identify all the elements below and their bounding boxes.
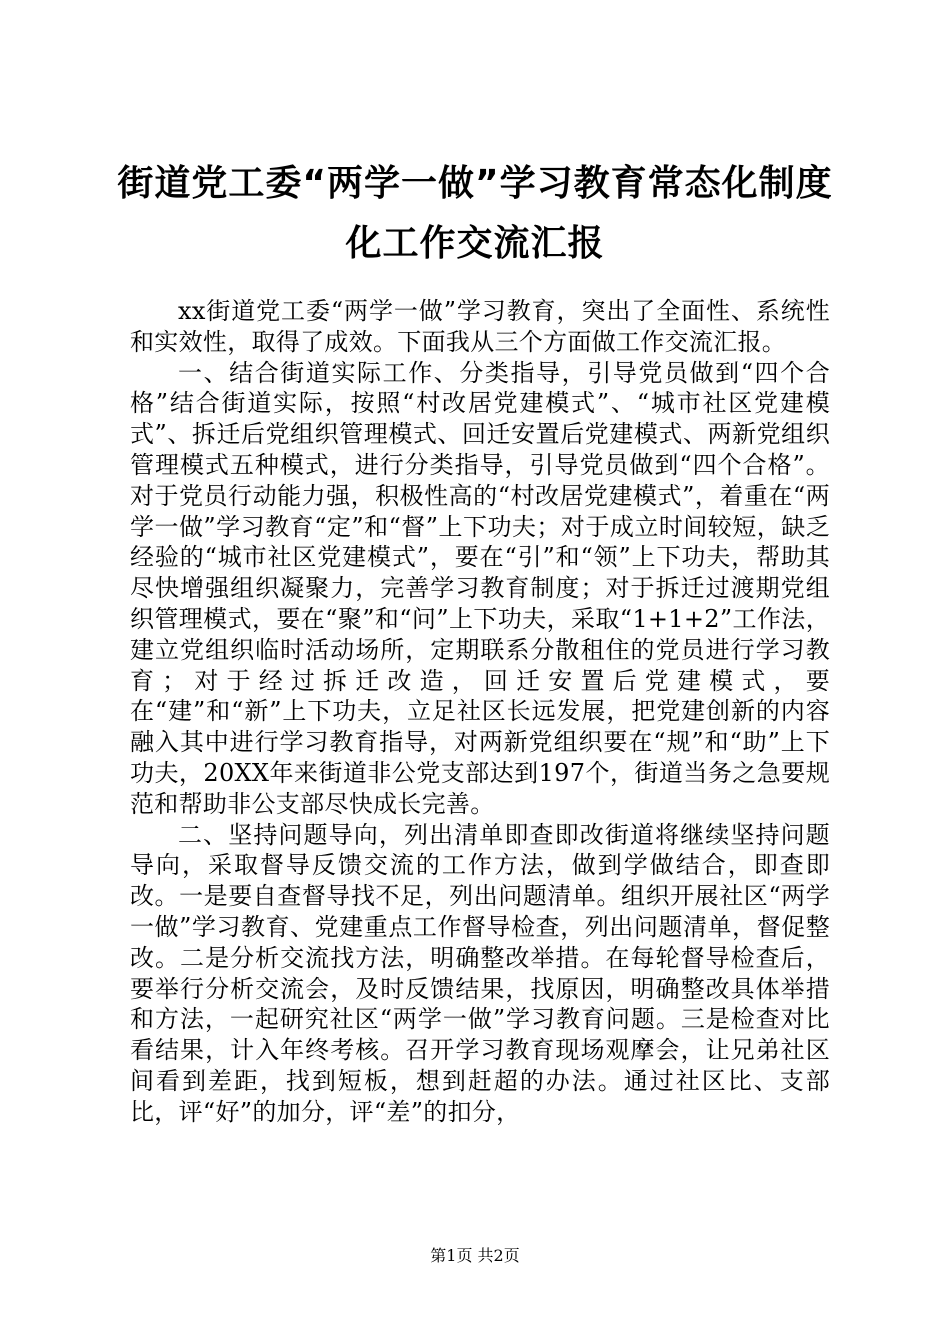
paragraph-section-2: 二、坚持问题导向，列出清单即查即改街道将继续坚持问题导向，采取督导反馈交流的工作方法，做到学做结合，即查即改。一是要自查督导找不足，列出问题清单。组织开展社区“两学一做”学习教育、党建重点工作督导检查，列出问题清单，督促整改。二是分析交流找方法，明确整改举措。在每轮督导检查后，要举行分析交流会，及时反馈结果，找原因，明确整改具体举措和方法，一起研究社区“两学一做”学习教育问题。三是检查对比看结果，计入年终考核。召开学习教育现场观摩会，让兄弟社区间看到差距，找到短板，想到赶超的办法。通过社区比、支部比，评“好”的加分，评“差”的扣分， [130, 820, 830, 1126]
document-title-line-2: 化工作交流汇报 [345, 223, 605, 264]
document-body [130, 296, 830, 1128]
paragraph-section-1: 一、结合街道实际工作、分类指导，引导党员做到“四个合格”结合街道实际，按照“村改居党建模式”、“城市社区党建模式”、拆迁后党组织管理模式、回迁安置后党建模式、两新党组织管理模式五种模式，进行分类指导，引导党员做到“四个合格”。对于党员行动能力强，积极性高的“村改居党建模式”，着重在“两学一做”学习教育“定”和“督”上下功夫；对于成立时间较短，缺乏经验的“城市社区党建模式”，要在“引”和“领”上下功夫，帮助其尽快增强组织凝聚力，完善学习教育制度；对于拆迁过渡期党组织管理模式，要在“聚”和“问”上下功夫，采取“1+1+2”工作法，建立党组织临时活动场所，定期联系分散租住的党员进行学习教育；对于经过拆迁改造，回迁安置后党建模式，要在“建”和“新”上下功夫，立足社区长远发展，把党建创新的内容融入其中进行学习教育指导，对两新党组织要在“规”和“助”上下功夫，20XX年来街道非公党支部达到197个，街道当务之急要规范和帮助非公支部尽快成长完善。 [130, 358, 830, 818]
page-number-footer: 第1页 共2页 [430, 1246, 520, 1265]
document-title-line-1: 街道党工委“两学一做”学习教育常态化制度 [117, 163, 833, 204]
paragraph-intro: xx街道党工委“两学一做”学习教育，突出了全面性、系统性和实效性，取得了成效。下面我从三个方面做工作交流汇报。 [130, 297, 830, 356]
